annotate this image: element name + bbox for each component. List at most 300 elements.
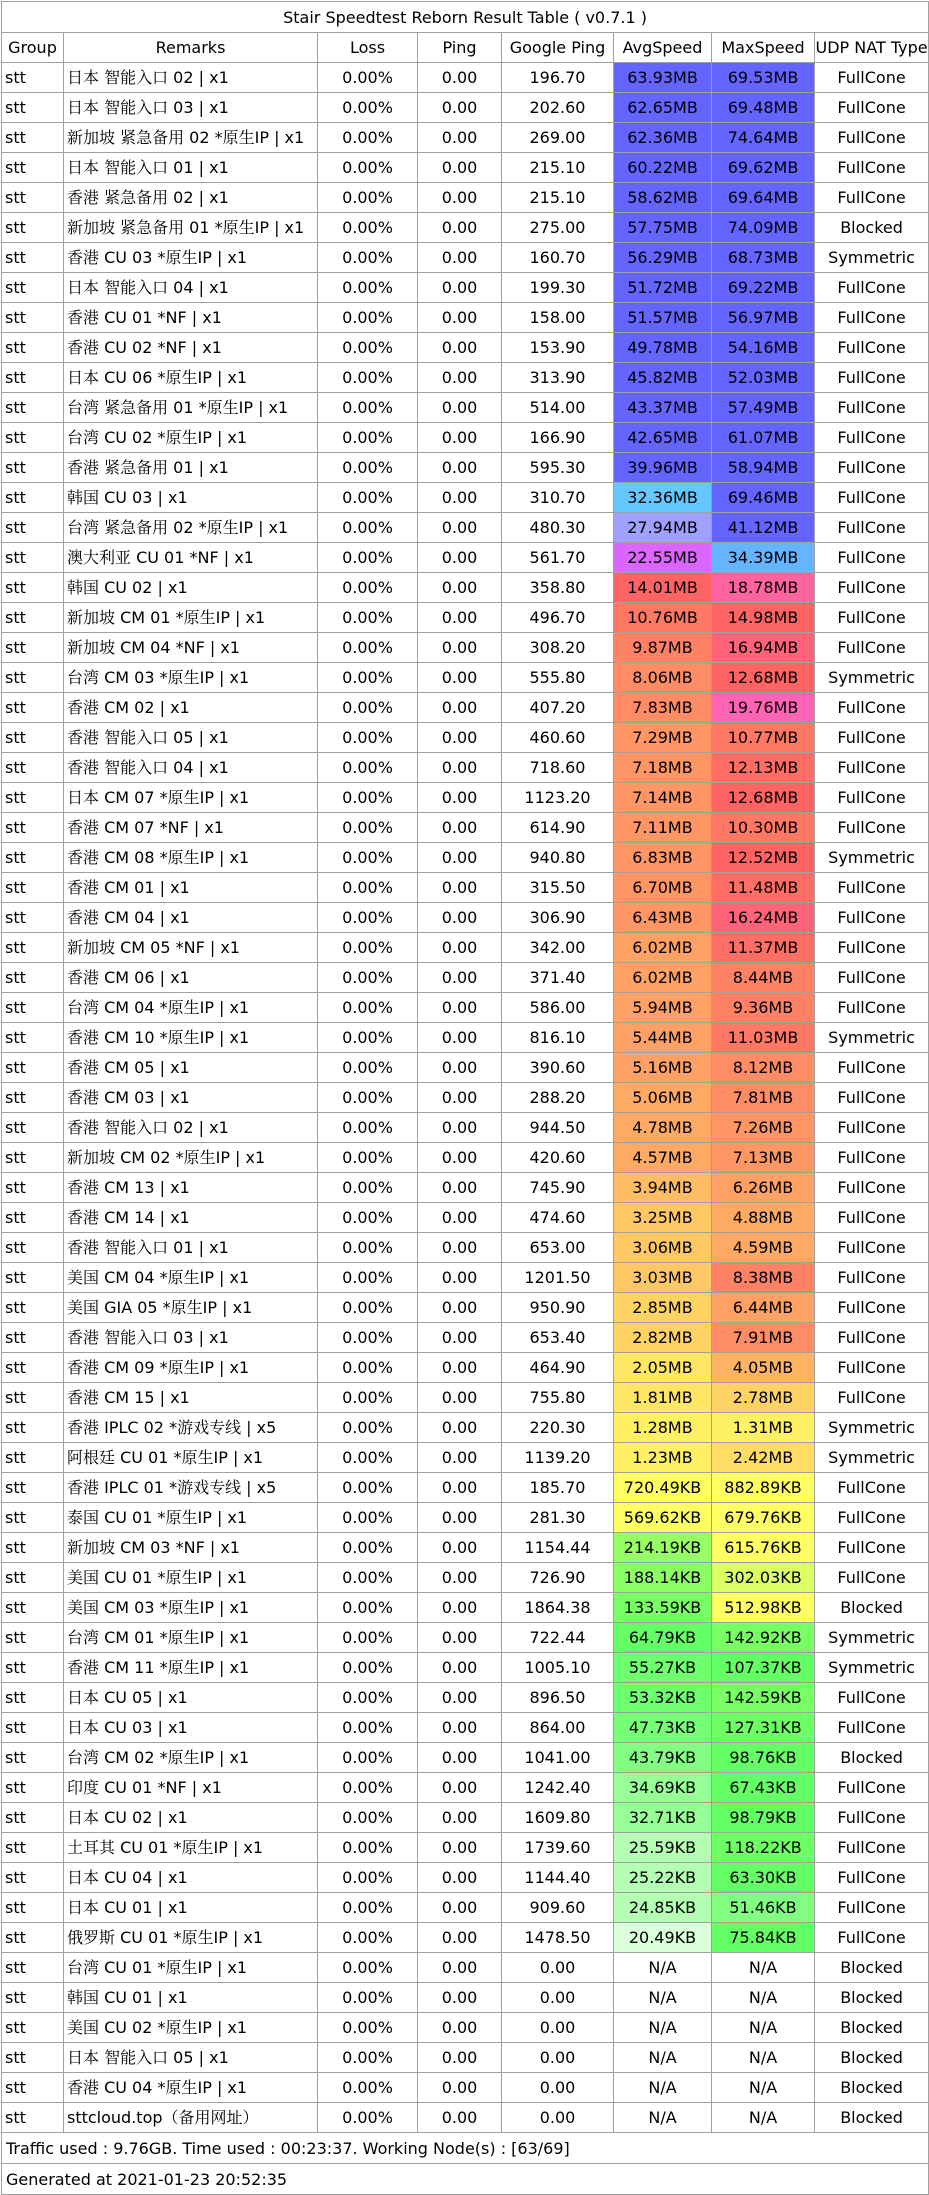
google-ping-cell: 420.60	[502, 1143, 614, 1173]
table-row	[2, 243, 929, 273]
max-speed-cell: N/A	[712, 1983, 815, 2013]
avg-speed-cell: 43.37MB	[614, 393, 712, 423]
table-row	[2, 1203, 929, 1233]
remarks-cell: 泰国 CU 01 *原生IP | x1	[64, 1503, 318, 1533]
loss-cell: 0.00%	[318, 1713, 418, 1743]
max-speed-cell: 11.03MB	[712, 1023, 815, 1053]
group-cell: stt	[2, 1353, 64, 1383]
max-speed-cell: 54.16MB	[712, 333, 815, 363]
remarks-cell: 香港 CM 07 *NF | x1	[64, 813, 318, 843]
nat-type-cell: FullCone	[815, 1383, 929, 1413]
max-speed-cell: 7.26MB	[712, 1113, 815, 1143]
avg-speed-cell: 14.01MB	[614, 573, 712, 603]
table-row	[2, 1473, 929, 1503]
nat-type-cell: FullCone	[815, 1203, 929, 1233]
remarks-cell: 香港 智能入口 02 | x1	[64, 1113, 318, 1143]
ping-cell: 0.00	[418, 303, 502, 333]
max-speed-cell: 69.53MB	[712, 63, 815, 93]
table-row	[2, 1803, 929, 1833]
google-ping-cell: 474.60	[502, 1203, 614, 1233]
title-row	[2, 2, 929, 33]
google-ping-cell: 816.10	[502, 1023, 614, 1053]
remarks-cell: 土耳其 CU 01 *原生IP | x1	[64, 1833, 318, 1863]
remarks-cell: 美国 GIA 05 *原生IP | x1	[64, 1293, 318, 1323]
remarks-cell: 新加坡 CM 01 *原生IP | x1	[64, 603, 318, 633]
remarks-cell: 新加坡 CM 02 *原生IP | x1	[64, 1143, 318, 1173]
loss-cell: 0.00%	[318, 1083, 418, 1113]
group-cell: stt	[2, 183, 64, 213]
max-speed-cell: 1.31MB	[712, 1413, 815, 1443]
max-speed-cell: 98.76KB	[712, 1743, 815, 1773]
nat-type-cell: Blocked	[815, 2013, 929, 2043]
google-ping-cell: 215.10	[502, 153, 614, 183]
remarks-cell: 香港 CM 14 | x1	[64, 1203, 318, 1233]
group-cell: stt	[2, 153, 64, 183]
header-avg-speed: AvgSpeed	[614, 33, 712, 63]
google-ping-cell: 390.60	[502, 1053, 614, 1083]
loss-cell: 0.00%	[318, 1863, 418, 1893]
table-row	[2, 63, 929, 93]
table-row	[2, 1503, 929, 1533]
group-cell: stt	[2, 903, 64, 933]
table-row	[2, 273, 929, 303]
nat-type-cell: FullCone	[815, 303, 929, 333]
loss-cell: 0.00%	[318, 1923, 418, 1953]
remarks-cell: 日本 CU 03 | x1	[64, 1713, 318, 1743]
google-ping-cell: 215.10	[502, 183, 614, 213]
table-row	[2, 1953, 929, 1983]
remarks-cell: 香港 IPLC 02 *游戏专线 | x5	[64, 1413, 318, 1443]
loss-cell: 0.00%	[318, 1803, 418, 1833]
group-cell: stt	[2, 243, 64, 273]
loss-cell: 0.00%	[318, 1443, 418, 1473]
avg-speed-cell: N/A	[614, 2073, 712, 2103]
google-ping-cell: 371.40	[502, 963, 614, 993]
group-cell: stt	[2, 1023, 64, 1053]
loss-cell: 0.00%	[318, 603, 418, 633]
avg-speed-cell: 22.55MB	[614, 543, 712, 573]
google-ping-cell: 0.00	[502, 2043, 614, 2073]
table-row	[2, 753, 929, 783]
ping-cell: 0.00	[418, 1473, 502, 1503]
max-speed-cell: 61.07MB	[712, 423, 815, 453]
remarks-cell: 台湾 CU 01 *原生IP | x1	[64, 1953, 318, 1983]
loss-cell: 0.00%	[318, 813, 418, 843]
nat-type-cell: Symmetric	[815, 1443, 929, 1473]
table-row	[2, 513, 929, 543]
table-row	[2, 483, 929, 513]
group-cell: stt	[2, 1533, 64, 1563]
google-ping-cell: 220.30	[502, 1413, 614, 1443]
nat-type-cell: Symmetric	[815, 1653, 929, 1683]
google-ping-cell: 1154.44	[502, 1533, 614, 1563]
avg-speed-cell: 6.02MB	[614, 933, 712, 963]
nat-type-cell: Symmetric	[815, 1023, 929, 1053]
loss-cell: 0.00%	[318, 1353, 418, 1383]
ping-cell: 0.00	[418, 1863, 502, 1893]
header-row	[2, 33, 929, 63]
ping-cell: 0.00	[418, 873, 502, 903]
table-row	[2, 1053, 929, 1083]
avg-speed-cell: 2.05MB	[614, 1353, 712, 1383]
group-cell: stt	[2, 1203, 64, 1233]
google-ping-cell: 269.00	[502, 123, 614, 153]
loss-cell: 0.00%	[318, 243, 418, 273]
remarks-cell: 台湾 紧急备用 01 *原生IP | x1	[64, 393, 318, 423]
max-speed-cell: 2.42MB	[712, 1443, 815, 1473]
max-speed-cell: 56.97MB	[712, 303, 815, 333]
ping-cell: 0.00	[418, 1773, 502, 1803]
loss-cell: 0.00%	[318, 2013, 418, 2043]
ping-cell: 0.00	[418, 963, 502, 993]
group-cell: stt	[2, 1143, 64, 1173]
group-cell: stt	[2, 123, 64, 153]
max-speed-cell: 75.84KB	[712, 1923, 815, 1953]
table-row	[2, 453, 929, 483]
header-ping: Ping	[418, 33, 502, 63]
google-ping-cell: 1123.20	[502, 783, 614, 813]
table-row	[2, 2103, 929, 2133]
nat-type-cell: Blocked	[815, 1953, 929, 1983]
google-ping-cell: 745.90	[502, 1173, 614, 1203]
ping-cell: 0.00	[418, 63, 502, 93]
ping-cell: 0.00	[418, 783, 502, 813]
avg-speed-cell: 42.65MB	[614, 423, 712, 453]
nat-type-cell: Blocked	[815, 2043, 929, 2073]
max-speed-cell: 69.46MB	[712, 483, 815, 513]
google-ping-cell: 464.90	[502, 1353, 614, 1383]
google-ping-cell: 460.60	[502, 723, 614, 753]
nat-type-cell: FullCone	[815, 123, 929, 153]
max-speed-cell: 10.77MB	[712, 723, 815, 753]
remarks-cell: 新加坡 紧急备用 01 *原生IP | x1	[64, 213, 318, 243]
table-row	[2, 1713, 929, 1743]
max-speed-cell: 51.46KB	[712, 1893, 815, 1923]
ping-cell: 0.00	[418, 2103, 502, 2133]
group-cell: stt	[2, 1323, 64, 1353]
remarks-cell: 香港 IPLC 01 *游戏专线 | x5	[64, 1473, 318, 1503]
avg-speed-cell: 3.06MB	[614, 1233, 712, 1263]
remarks-cell: 日本 CU 02 | x1	[64, 1803, 318, 1833]
group-cell: stt	[2, 1083, 64, 1113]
avg-speed-cell: 64.79KB	[614, 1623, 712, 1653]
remarks-cell: 台湾 紧急备用 02 *原生IP | x1	[64, 513, 318, 543]
remarks-cell: 澳大利亚 CU 01 *NF | x1	[64, 543, 318, 573]
google-ping-cell: 653.40	[502, 1323, 614, 1353]
max-speed-cell: 882.89KB	[712, 1473, 815, 1503]
max-speed-cell: 69.48MB	[712, 93, 815, 123]
remarks-cell: 香港 紧急备用 01 | x1	[64, 453, 318, 483]
avg-speed-cell: 51.57MB	[614, 303, 712, 333]
loss-cell: 0.00%	[318, 1533, 418, 1563]
loss-cell: 0.00%	[318, 1173, 418, 1203]
avg-speed-cell: 3.94MB	[614, 1173, 712, 1203]
ping-cell: 0.00	[418, 1983, 502, 2013]
ping-cell: 0.00	[418, 1593, 502, 1623]
table-row	[2, 693, 929, 723]
group-cell: stt	[2, 1173, 64, 1203]
ping-cell: 0.00	[418, 483, 502, 513]
group-cell: stt	[2, 273, 64, 303]
remarks-cell: 台湾 CU 02 *原生IP | x1	[64, 423, 318, 453]
table-row	[2, 1113, 929, 1143]
google-ping-cell: 1609.80	[502, 1803, 614, 1833]
loss-cell: 0.00%	[318, 333, 418, 363]
ping-cell: 0.00	[418, 843, 502, 873]
group-cell: stt	[2, 1113, 64, 1143]
avg-speed-cell: 1.23MB	[614, 1443, 712, 1473]
ping-cell: 0.00	[418, 243, 502, 273]
group-cell: stt	[2, 1653, 64, 1683]
max-speed-cell: N/A	[712, 2043, 815, 2073]
group-cell: stt	[2, 753, 64, 783]
max-speed-cell: 69.62MB	[712, 153, 815, 183]
loss-cell: 0.00%	[318, 993, 418, 1023]
header-google-ping: Google Ping	[502, 33, 614, 63]
remarks-cell: 韩国 CU 03 | x1	[64, 483, 318, 513]
loss-cell: 0.00%	[318, 903, 418, 933]
table-row	[2, 213, 929, 243]
loss-cell: 0.00%	[318, 1893, 418, 1923]
avg-speed-cell: N/A	[614, 1983, 712, 2013]
loss-cell: 0.00%	[318, 213, 418, 243]
remarks-cell: 日本 智能入口 05 | x1	[64, 2043, 318, 2073]
table-row	[2, 663, 929, 693]
google-ping-cell: 306.90	[502, 903, 614, 933]
remarks-cell: 新加坡 紧急备用 02 *原生IP | x1	[64, 123, 318, 153]
avg-speed-cell: 32.36MB	[614, 483, 712, 513]
avg-speed-cell: 7.14MB	[614, 783, 712, 813]
nat-type-cell: FullCone	[815, 423, 929, 453]
loss-cell: 0.00%	[318, 1203, 418, 1233]
table-row	[2, 303, 929, 333]
group-cell: stt	[2, 1923, 64, 1953]
max-speed-cell: 107.37KB	[712, 1653, 815, 1683]
table-row	[2, 2013, 929, 2043]
group-cell: stt	[2, 693, 64, 723]
google-ping-cell: 595.30	[502, 453, 614, 483]
loss-cell: 0.00%	[318, 663, 418, 693]
remarks-cell: 新加坡 CM 05 *NF | x1	[64, 933, 318, 963]
remarks-cell: 美国 CU 01 *原生IP | x1	[64, 1563, 318, 1593]
max-speed-cell: 4.05MB	[712, 1353, 815, 1383]
ping-cell: 0.00	[418, 1743, 502, 1773]
avg-speed-cell: 43.79KB	[614, 1743, 712, 1773]
google-ping-cell: 313.90	[502, 363, 614, 393]
table-row	[2, 903, 929, 933]
ping-cell: 0.00	[418, 1713, 502, 1743]
max-speed-cell: 11.48MB	[712, 873, 815, 903]
table-row	[2, 2073, 929, 2103]
group-cell: stt	[2, 873, 64, 903]
table-row	[2, 603, 929, 633]
ping-cell: 0.00	[418, 1833, 502, 1863]
remarks-cell: 香港 紧急备用 02 | x1	[64, 183, 318, 213]
nat-type-cell: FullCone	[815, 1803, 929, 1833]
avg-speed-cell: 24.85KB	[614, 1893, 712, 1923]
group-cell: stt	[2, 603, 64, 633]
remarks-cell: 韩国 CU 01 | x1	[64, 1983, 318, 2013]
header-loss: Loss	[318, 33, 418, 63]
max-speed-cell: 118.22KB	[712, 1833, 815, 1863]
loss-cell: 0.00%	[318, 1953, 418, 1983]
footer-traffic-row	[2, 2133, 929, 2164]
ping-cell: 0.00	[418, 1563, 502, 1593]
group-cell: stt	[2, 93, 64, 123]
nat-type-cell: FullCone	[815, 903, 929, 933]
ping-cell: 0.00	[418, 93, 502, 123]
avg-speed-cell: 53.32KB	[614, 1683, 712, 1713]
google-ping-cell: 196.70	[502, 63, 614, 93]
avg-speed-cell: 62.36MB	[614, 123, 712, 153]
google-ping-cell: 940.80	[502, 843, 614, 873]
group-cell: stt	[2, 573, 64, 603]
google-ping-cell: 1139.20	[502, 1443, 614, 1473]
table-row	[2, 873, 929, 903]
nat-type-cell: FullCone	[815, 573, 929, 603]
group-cell: stt	[2, 1683, 64, 1713]
table-body	[2, 63, 929, 2133]
remarks-cell: 日本 CU 01 | x1	[64, 1893, 318, 1923]
loss-cell: 0.00%	[318, 303, 418, 333]
nat-type-cell: Symmetric	[815, 843, 929, 873]
google-ping-cell: 555.80	[502, 663, 614, 693]
avg-speed-cell: 63.93MB	[614, 63, 712, 93]
loss-cell: 0.00%	[318, 753, 418, 783]
avg-speed-cell: 56.29MB	[614, 243, 712, 273]
max-speed-cell: 8.38MB	[712, 1263, 815, 1293]
ping-cell: 0.00	[418, 1683, 502, 1713]
loss-cell: 0.00%	[318, 963, 418, 993]
avg-speed-cell: 1.28MB	[614, 1413, 712, 1443]
table-row	[2, 393, 929, 423]
table-row	[2, 363, 929, 393]
group-cell: stt	[2, 843, 64, 873]
loss-cell: 0.00%	[318, 543, 418, 573]
table-row	[2, 1683, 929, 1713]
google-ping-cell: 514.00	[502, 393, 614, 423]
header-group: Group	[2, 33, 64, 63]
max-speed-cell: 18.78MB	[712, 573, 815, 603]
loss-cell: 0.00%	[318, 63, 418, 93]
loss-cell: 0.00%	[318, 2103, 418, 2133]
group-cell: stt	[2, 1443, 64, 1473]
table-row	[2, 1383, 929, 1413]
table-row	[2, 93, 929, 123]
google-ping-cell: 586.00	[502, 993, 614, 1023]
max-speed-cell: 16.24MB	[712, 903, 815, 933]
nat-type-cell: FullCone	[815, 513, 929, 543]
ping-cell: 0.00	[418, 1323, 502, 1353]
table-row	[2, 1023, 929, 1053]
remarks-cell: 香港 CU 03 *原生IP | x1	[64, 243, 318, 273]
ping-cell: 0.00	[418, 333, 502, 363]
google-ping-cell: 153.90	[502, 333, 614, 363]
nat-type-cell: FullCone	[815, 1053, 929, 1083]
remarks-cell: 日本 智能入口 03 | x1	[64, 93, 318, 123]
google-ping-cell: 1242.40	[502, 1773, 614, 1803]
google-ping-cell: 202.60	[502, 93, 614, 123]
google-ping-cell: 944.50	[502, 1113, 614, 1143]
avg-speed-cell: 32.71KB	[614, 1803, 712, 1833]
avg-speed-cell: 3.03MB	[614, 1263, 712, 1293]
loss-cell: 0.00%	[318, 1323, 418, 1353]
avg-speed-cell: 720.49KB	[614, 1473, 712, 1503]
nat-type-cell: Blocked	[815, 1743, 929, 1773]
remarks-cell: 日本 智能入口 04 | x1	[64, 273, 318, 303]
ping-cell: 0.00	[418, 1143, 502, 1173]
remarks-cell: 俄罗斯 CU 01 *原生IP | x1	[64, 1923, 318, 1953]
group-cell: stt	[2, 993, 64, 1023]
ping-cell: 0.00	[418, 1953, 502, 1983]
table-row	[2, 1443, 929, 1473]
group-cell: stt	[2, 393, 64, 423]
avg-speed-cell: 2.82MB	[614, 1323, 712, 1353]
footer-generated: Generated at 2021-01-23 20:52:35	[2, 2164, 929, 2195]
avg-speed-cell: N/A	[614, 2013, 712, 2043]
remarks-cell: 台湾 CM 02 *原生IP | x1	[64, 1743, 318, 1773]
nat-type-cell: FullCone	[815, 1143, 929, 1173]
remarks-cell: 新加坡 CM 03 *NF | x1	[64, 1533, 318, 1563]
table-row	[2, 1533, 929, 1563]
group-cell: stt	[2, 1293, 64, 1323]
max-speed-cell: 7.91MB	[712, 1323, 815, 1353]
table-row	[2, 723, 929, 753]
loss-cell: 0.00%	[318, 453, 418, 483]
max-speed-cell: 6.44MB	[712, 1293, 815, 1323]
loss-cell: 0.00%	[318, 393, 418, 423]
max-speed-cell: 67.43KB	[712, 1773, 815, 1803]
google-ping-cell: 0.00	[502, 2073, 614, 2103]
max-speed-cell: 12.68MB	[712, 663, 815, 693]
loss-cell: 0.00%	[318, 123, 418, 153]
table-row	[2, 1353, 929, 1383]
remarks-cell: 日本 CU 04 | x1	[64, 1863, 318, 1893]
nat-type-cell: FullCone	[815, 63, 929, 93]
table-row	[2, 783, 929, 813]
remarks-cell: 日本 智能入口 02 | x1	[64, 63, 318, 93]
ping-cell: 0.00	[418, 1803, 502, 1833]
remarks-cell: 香港 CM 13 | x1	[64, 1173, 318, 1203]
group-cell: stt	[2, 1713, 64, 1743]
group-cell: stt	[2, 1773, 64, 1803]
google-ping-cell: 1005.10	[502, 1653, 614, 1683]
ping-cell: 0.00	[418, 1053, 502, 1083]
group-cell: stt	[2, 1893, 64, 1923]
table-row	[2, 183, 929, 213]
google-ping-cell: 722.44	[502, 1623, 614, 1653]
avg-speed-cell: 60.22MB	[614, 153, 712, 183]
loss-cell: 0.00%	[318, 573, 418, 603]
table-row	[2, 843, 929, 873]
table-row	[2, 1863, 929, 1893]
group-cell: stt	[2, 1863, 64, 1893]
ping-cell: 0.00	[418, 693, 502, 723]
avg-speed-cell: N/A	[614, 2103, 712, 2133]
table-row	[2, 633, 929, 663]
nat-type-cell: FullCone	[815, 543, 929, 573]
group-cell: stt	[2, 2013, 64, 2043]
loss-cell: 0.00%	[318, 1293, 418, 1323]
max-speed-cell: N/A	[712, 2073, 815, 2103]
nat-type-cell: FullCone	[815, 1353, 929, 1383]
google-ping-cell: 407.20	[502, 693, 614, 723]
loss-cell: 0.00%	[318, 723, 418, 753]
group-cell: stt	[2, 1593, 64, 1623]
table-row	[2, 543, 929, 573]
table-row	[2, 1293, 929, 1323]
max-speed-cell: 7.81MB	[712, 1083, 815, 1113]
